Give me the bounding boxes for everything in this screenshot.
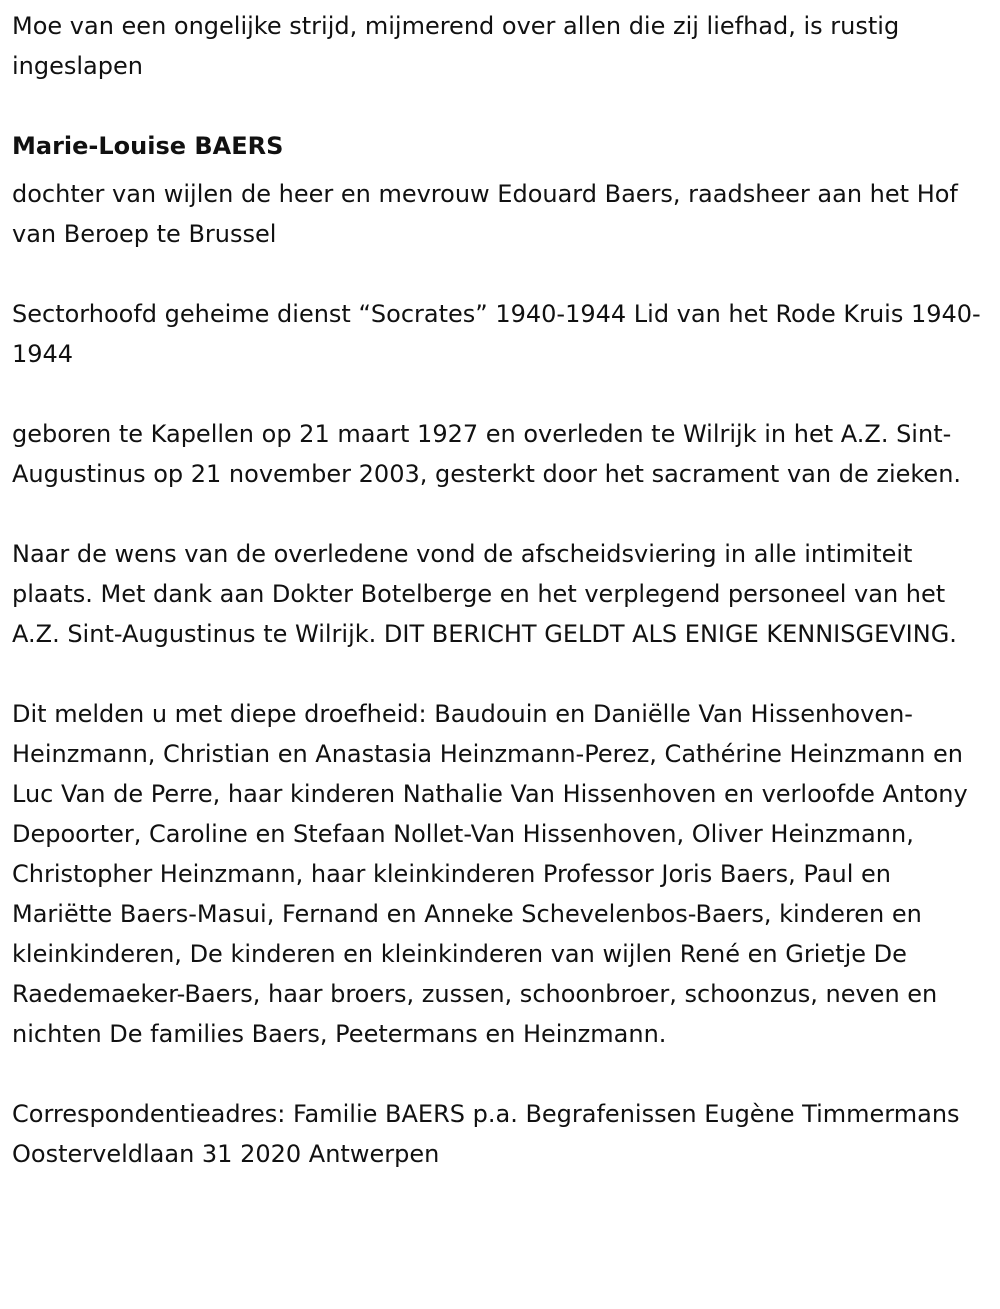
correspondence-address: Correspondentieadres: Familie BAERS p.a. Begrafenissen Eugène Timmermans Oosterveldlaan 31 2020 Antwerpen xyxy=(12,1100,960,1168)
birth-death-text: geboren te Kapellen op 21 maart 1927 en overleden te Wilrijk in het A.Z. Sint-Augustinus op 21 november 2003, gesterkt door het sacrament van de zieken. xyxy=(12,420,962,488)
service-text: Sectorhoofd geheime dienst “Socrates” 1940-1944 Lid van het Rode Kruis 1940-1944 xyxy=(12,300,981,368)
deceased-name: Marie-Louise BAERS xyxy=(12,132,284,160)
farewell-text: Naar de wens van de overledene vond de afscheidsviering in alle intimiteit plaats. Met dank aan Dokter Botelberge en het verplegend personeel van het A.Z. Sint-Augustinus te Wilrijk. DIT BERICHT GELDT ALS ENIGE KENNISGEVING. xyxy=(12,540,957,648)
intro-text: Moe van een ongelijke strijd, mijmerend over allen die zij liefhad, is rustig ingeslapen xyxy=(12,12,900,80)
parentage-text: dochter van wijlen de heer en mevrouw Edouard Baers, raadsheer aan het Hof van Beroep te Brussel xyxy=(12,180,958,248)
death-notice xyxy=(12,6,994,1174)
family-text: Dit melden u met diepe droefheid: Baudouin en Daniëlle Van Hissenhoven-Heinzmann, Christian en Anastasia Heinzmann-Perez, Cathérine Heinzmann en Luc Van de Perre, haar kinderen Nathalie Van Hissenhoven en verloofde Antony Depoorter, Caroline en Stefaan Nollet-Van Hissenhoven, Oliver Heinzmann, Christopher Heinzmann, haar kleinkinderen Professor Joris Baers, Paul en Mariëtte Baers-Masui, Fernand en Anneke Schevelenbos-Baers, kinderen en kleinkinderen, De kinderen en kleinkinderen van wijlen René en Grietje De Raedemaeker-Baers, haar broers, zussen, schoonbroer, schoonzus, neven en nichten De families Baers, Peetermans en Heinzmann. xyxy=(12,700,968,1048)
